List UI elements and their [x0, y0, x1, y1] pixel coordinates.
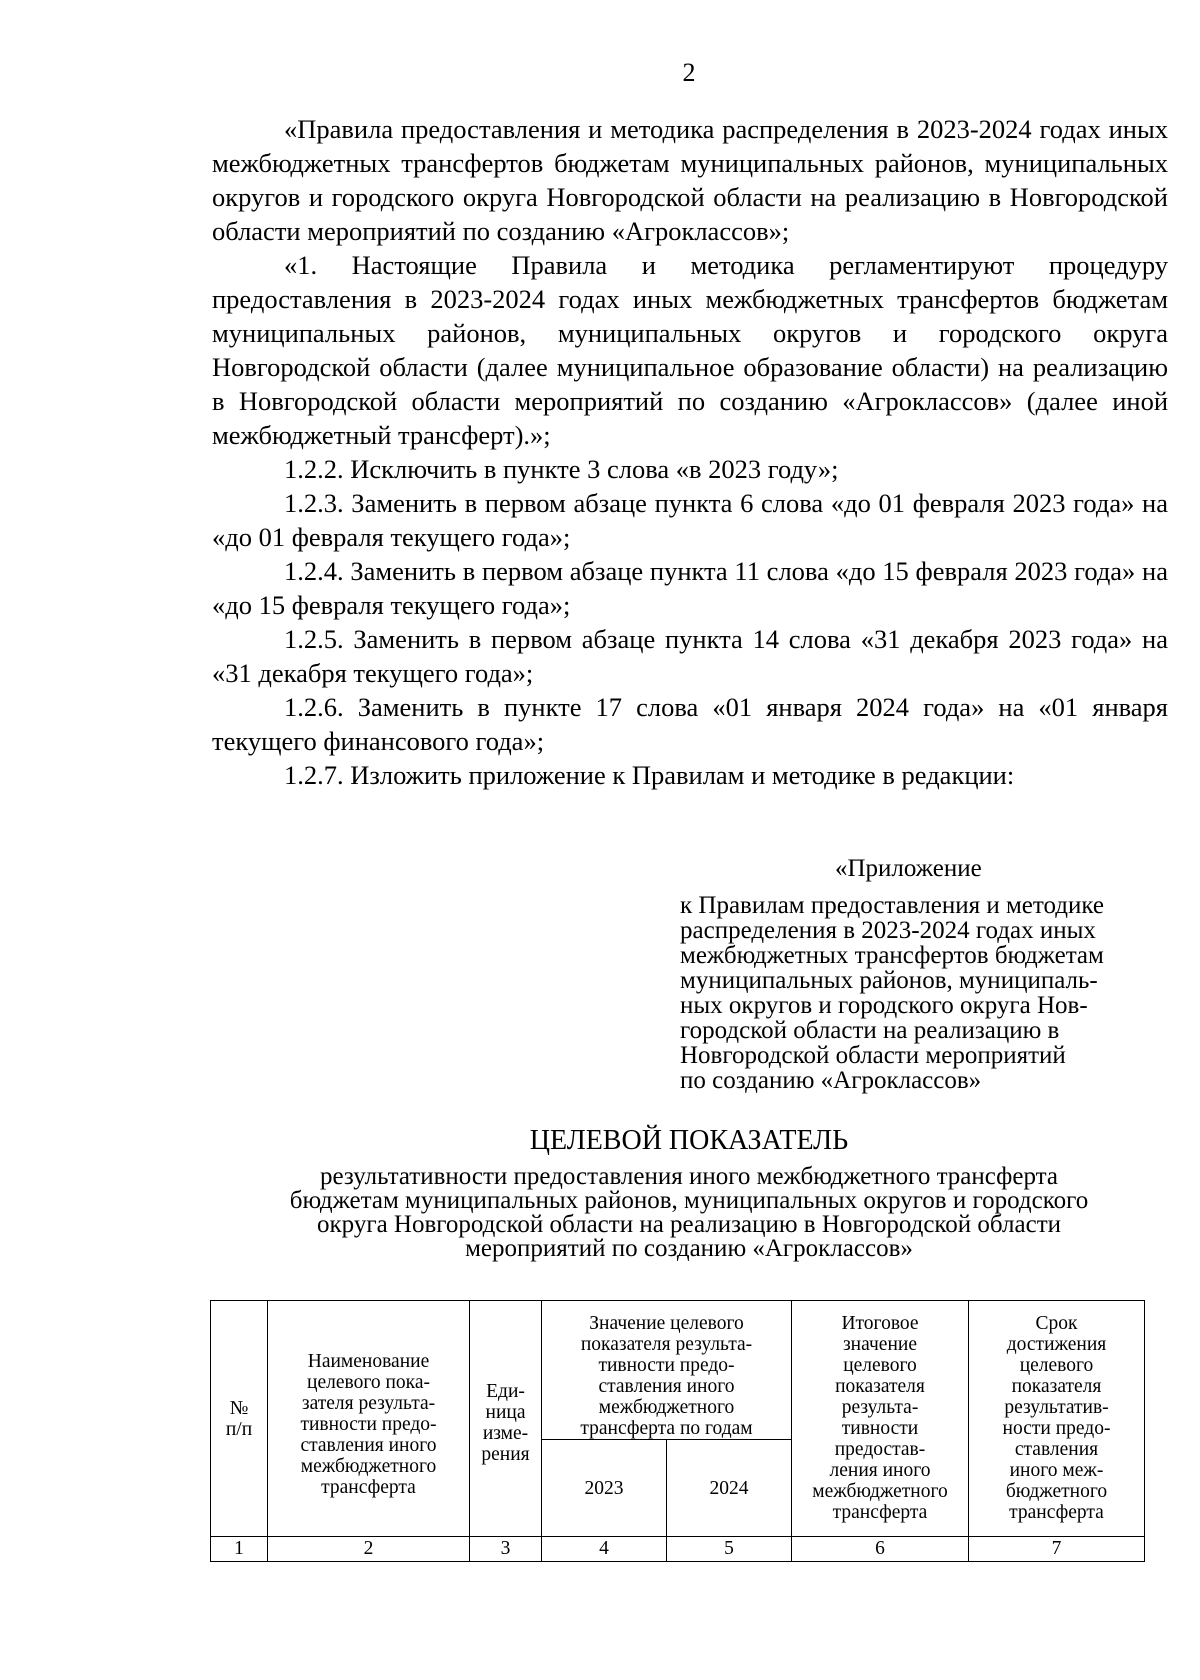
paragraph-1-2-4: 1.2.4. Заменить в первом абзаце пункта 11 слова «до 15 февраля 2023 года» на «до 15 февраля текущего года»;	[212, 556, 1168, 620]
paragraph-1-2-2: 1.2.2. Исключить в пункте 3 слова «в 2023 году»;	[284, 454, 839, 484]
header-final-value	[792, 1301, 969, 1537]
paragraph-1-2-7: 1.2.7. Изложить приложение к Правилам и методике в редакции:	[284, 760, 1015, 790]
column-number: 4	[542, 1537, 667, 1562]
header-num-text: № п/п	[225, 1397, 253, 1440]
page-number: 2	[682, 58, 696, 87]
header-years-group-text: Значение целевого показателя результа- тивности предо- ставления иного межбюджетного трансферта по годам	[580, 1313, 753, 1439]
paragraph-1-2-5: 1.2.5. Заменить в первом абзаце пункта 14 слова «31 декабря 2023 года» на «31 декабря текущего года»;	[212, 624, 1168, 688]
paragraph-rules-title: «Правила предоставления и методика распределения в 2023-2024 годах иных межбюджетных трансфертов бюджетам муниципальных районов, муниципальных округов и городского округа Новгородской области на реализацию в Новгородской области мероприятий по созданию «Агроклассов»;	[212, 114, 1168, 246]
column-number: 1	[211, 1537, 268, 1562]
appendix-block	[680, 856, 1180, 1093]
header-year-2024: 2024	[667, 1440, 792, 1537]
target-subtitle: результативности предоставления иного межбюджетного трансферта бюджетам муниципальных районов, муниципальных округов и городского округа Новгородской области на реализацию в Новгородской области мероприятий по созданию «Агроклассов»	[289, 1163, 1089, 1262]
column-number: 6	[792, 1537, 969, 1562]
column-number: 3	[470, 1537, 542, 1562]
header-unit-text: Еди- ница изме- рения	[481, 1381, 530, 1465]
body-text	[212, 112, 1168, 792]
header-deadline-text: Срок достижения целевого показателя результатив- ности предо- ставления иного меж- бюджетного трансферта	[1002, 1313, 1111, 1523]
header-name-text: Наименование целевого пока- зателя результа- тивности предо- ставления иного межбюджетного трансферта	[300, 1351, 437, 1498]
column-number: 5	[667, 1537, 792, 1562]
header-year-2023: 2023	[542, 1440, 667, 1537]
appendix-text: к Правилам предоставления и методике распределения в 2023-2024 годах иных межбюджетных трансфертов бюджетам муниципальных районов, муниципаль- ных округов и городского округа Нов- городской области на реализацию в Новгородской области мероприятий по созданию «Агроклассов»	[680, 892, 1104, 1094]
header-years-group	[542, 1301, 792, 1440]
column-number-row	[211, 1537, 1145, 1562]
header-unit	[470, 1301, 542, 1537]
header-deadline	[969, 1301, 1145, 1537]
column-number: 2	[268, 1537, 470, 1562]
paragraph-1: «1. Настоящие Правила и методика регламентируют процедуру предоставления в 2023-2024 годах иных межбюджетных трансфертов бюджетам муниципальных районов, муниципальных округов и городского округа Новгородской области (далее муниципальное образование области) на реализацию в Новгородской области мероприятий по созданию «Агроклассов» (далее иной межбюджетный трансферт).»;	[212, 250, 1168, 450]
paragraph-1-2-3: 1.2.3. Заменить в первом абзаце пункта 6 слова «до 01 февраля 2023 года» на «до 01 февраля текущего года»;	[212, 488, 1168, 552]
appendix-title: «Приложение	[835, 855, 982, 882]
column-number: 7	[969, 1537, 1145, 1562]
header-num	[211, 1301, 268, 1537]
target-title: ЦЕЛЕВОЙ ПОКАЗАТЕЛЬ	[529, 1125, 849, 1156]
header-name	[268, 1301, 470, 1537]
header-final-value-text: Итоговое значение целевого показателя результа- тивности предостав- ления иного межбюджетного трансферта	[812, 1313, 948, 1523]
paragraph-1-2-6: 1.2.6. Заменить в пункте 17 слова «01 января 2024 года» на «01 января текущего финансового года»;	[212, 692, 1168, 756]
target-indicator-table	[210, 1300, 1145, 1562]
